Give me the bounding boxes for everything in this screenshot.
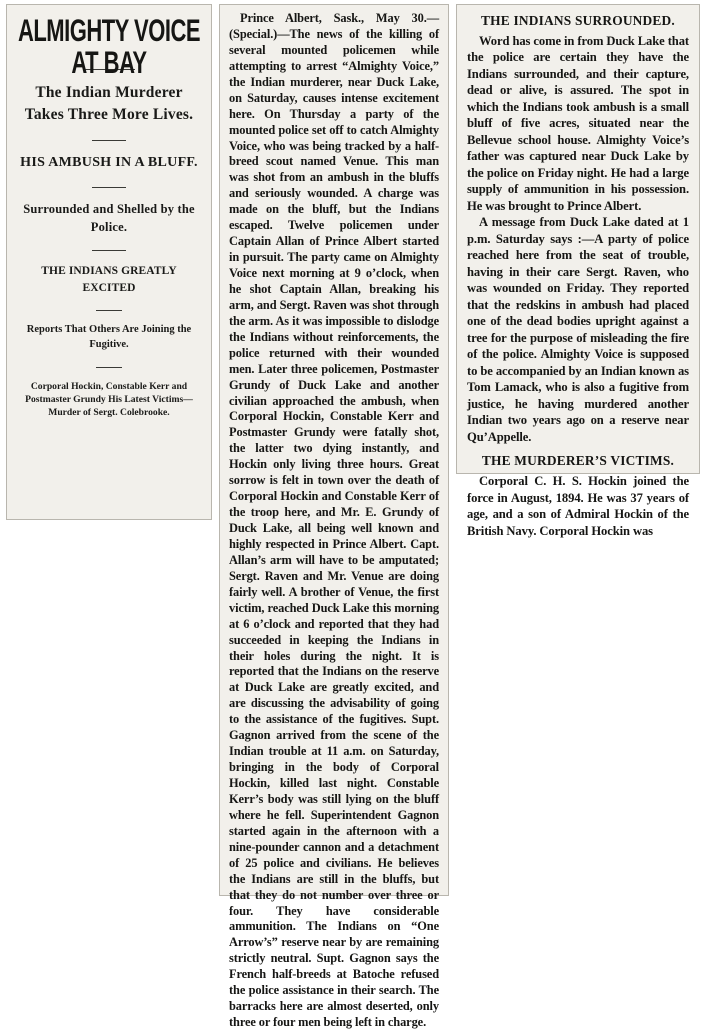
headline-column	[6, 4, 212, 520]
divider-rule	[96, 310, 122, 311]
headline-deck-3: Surrounded and Shelled by the Police.	[23, 201, 195, 234]
headline-deck-2: HIS AMBUSH IN A BLUFF.	[20, 155, 198, 170]
right-column	[456, 4, 700, 538]
main-headline: ALMIGHTY VOICE AT BAY	[17, 12, 201, 81]
divider-rule	[96, 367, 122, 368]
subhead-indians-surrounded: THE INDIANS SURROUNDED.	[481, 13, 675, 28]
main-headline-wrap	[15, 12, 203, 81]
divider-rule	[92, 250, 126, 251]
body-paragraph: Prince Albert, Sask., May 30.—(Special.)—The news of the killing of several mounted policemen while attempting to arrest “Almighty Voice,” the Indian murderer, near Duck Lake, on Saturday, causes intense excitement here. On Thursday a party of the mounted police set off to catch Almighty Voice, who was being tracked by a half-breed scout named Venue. This man was shot from an ambush in the bluffs and seriously wounded. A charge was made on the bluff, but the Indians escaped. Twelve policemen under Captain Allan of Prince Albert started in pursuit. The party came on Almighty Voice next morning at 9 o’clock, when he shot Captain Allan, breaking his arm, and Sergt. Raven was shot through the arm. As it was impossible to dislodge the Indians without reinforcements, the police returned with their wounded men. Later three policemen, Postmaster Grundy of Duck Lake and another civilian approached the ambush, when Corporal Hockin, Constable Kerr and Postmaster Grundy were fatally shot, the latter two dying instantly, and Hockin only living three hours. Great sorrow is felt in town over the death of Corporal Hockin and Constable Kerr of the troop here, and Mr. E. Grundy of Duck Lake, all being well known and highly respected in Prince Albert. Capt. Allan’s arm will have to be amputated; Sergt. Raven and Mr. Venue are doing fairly well. A brother of Venue, the first victim, reached Duck Lake this morning at 6 o’clock and reported that they had succeeded in keeping the Indians in their holes during the night. It is reported that the Indians on the reserve at Duck Lake are greatly excited, and are discussing the advisability of going to the assistance of the fugitives. Supt. Gagnon arrived from the scene of the Indian trouble at 11 a.m. on Saturday, bringing in the body of Corporal Hockin, killed last night. Constable Kerr’s body was still lying on the bluff where he fell. Superintendent Gagnon started again in the afternoon with a nine-pounder cannon and a detachment of 25 police and civilians. He believes the Indians are still in the bluffs, but that they do not number over three or four. They have considerable ammunition. The Indians on “One Arrow’s” reserve near by are remaining strictly neutral. Supt. Gagnon says the French half-breeds at Batoche refused the police assistance in their search. The barracks here are almost deserted, only three or four men being left in charge.	[229, 11, 439, 1030]
headline-deck-6: Corporal Hockin, Constable Kerr and Postmaster Grundy His Latest Victims—Murder of Sergt. Colebrooke.	[25, 380, 193, 419]
headline-deck-4: THE INDIANS GREATLY EXCITED	[41, 264, 177, 294]
divider-rule	[92, 140, 126, 141]
right-paragraph-3: Corporal C. H. S. Hockin joined the force in August, 1894. He was 37 years of age, and a son of Admiral Hockin of the British Navy. Corporal Hockin was	[467, 474, 689, 538]
subhead-murderers-victims: THE MURDERER’S VICTIMS.	[481, 453, 675, 469]
headline-deck-1: The Indian Murderer Takes Three More Lives.	[24, 84, 194, 123]
right-paragraph-1: Word has come in from Duck Lake that the police are certain they have the Indians surrounded, and their capture, dead or alive, is assured. The spot in which the Indians took ambush is a small bluff of five acres, situated near the Bellevue school house. Almighty Voice’s father was captured near Duck Lake by the police on Friday night. He had a large supply of ammunition in his possession. He was brought to Prince Albert.	[467, 34, 689, 213]
body-column	[219, 4, 449, 1030]
divider-rule	[92, 187, 126, 188]
right-paragraph-2: A message from Duck Lake dated at 1 p.m. Saturday says :—A party of police reached here from the seat of trouble, having in their care Sergt. Raven, who was wounded on Friday. They reported that the redskins in ambush had placed one of the dead bodies upright against a tree for the purpose of misleading the fire of the police. Almighty Voice is supposed to be accompanied by an Indian known as Tom Lamack, who is also a fugitive from justice, he having murdered another Indian two years ago on a reserve near Qu’Appelle.	[467, 215, 689, 444]
headline-deck-5: Reports That Others Are Joining the Fugitive.	[26, 324, 192, 350]
